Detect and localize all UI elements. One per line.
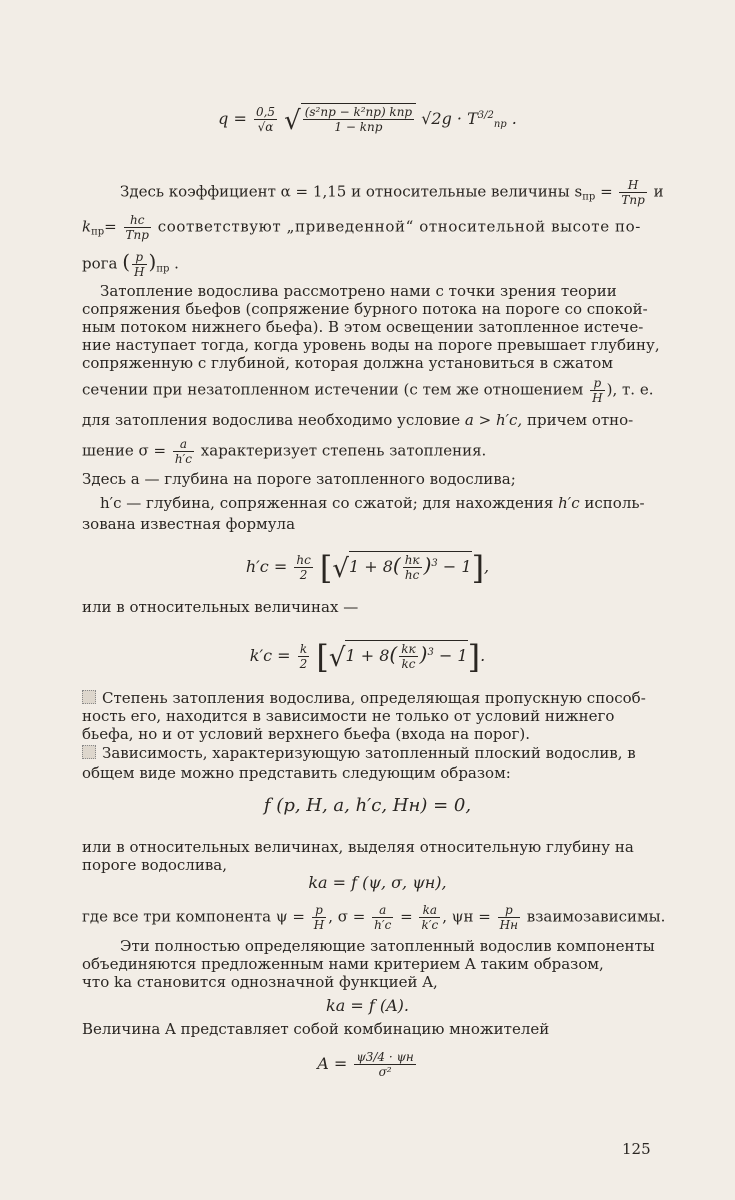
p1-l3-frac (132, 250, 146, 279)
p2-line4: ние наступает тогда, когда уровень воды на пороге превышает глубину, (82, 336, 660, 354)
p2-l8-b: характеризует степень затопления. (200, 441, 487, 460)
formula-hc-frac (294, 553, 312, 582)
p9-line3: что ka становится однозначной функцией A, (82, 973, 438, 991)
sqrt-sign: √ (284, 106, 301, 136)
formula-hc: h′c = $\frac{hc}{2}$ [√1 + 8( $\frac{hк}{hc}$ )$^3$ − 1], (245, 549, 490, 587)
p1-l1-text: Здесь коэффициент α = 1,15 и относительные величины s (120, 182, 583, 201)
formula-q-radicand-num: (s²пр − k²пр) kпр (304, 105, 413, 119)
p2-l8-frac (173, 437, 194, 466)
formula-kc-inner-fden: kc (401, 657, 416, 671)
p1-l2-eq: = (104, 217, 117, 236)
p4-line1: или в относительных величинах — (82, 598, 359, 616)
p8-e: взаимозависимы. (526, 907, 666, 926)
formula-hc-inner-fden: hc (404, 568, 420, 582)
p7-line1: или в относительных величинах, выделяя относительную глубину на (82, 838, 634, 856)
formula-kc-frac (298, 642, 310, 671)
formula-q-lhs: q = (218, 109, 247, 128)
p8-f4d: Hн (499, 918, 518, 932)
p8-f1d: H (313, 918, 325, 932)
p1-l1-sub: пр (582, 191, 596, 203)
formula-q-radicand-den: 1 − kпр (334, 120, 383, 134)
p2-l6-frac (590, 376, 604, 405)
p3-line1: Здесь a — глубина на пороге затопленного водослива; (82, 470, 516, 488)
p2-line1: Затопление водослива рассмотрено нами с точки зрения теории (100, 282, 617, 300)
p2-l8-fden: h′c (174, 452, 193, 466)
p1-l3-end: . (174, 254, 179, 273)
p9-line2: объединяются предложенным нами критерием A таким образом, (82, 955, 604, 973)
p2-l7-a: для затопления водослива необходимо условие (82, 411, 461, 429)
p8-b: , σ = (328, 907, 366, 926)
p1-l3-fnum: p (135, 250, 144, 264)
p2-l6-fden: H (592, 391, 603, 405)
p1-l3-text: рога (82, 254, 118, 273)
p8-c: = (400, 907, 413, 926)
formula-A-fden: σ² (378, 1065, 392, 1079)
p1-l1-fnum: H (627, 178, 639, 192)
p6-line2: общем виде можно представить следующим образом: (82, 764, 511, 782)
p8-f4n: p (504, 903, 513, 917)
p1-l3-sub: пр (156, 263, 170, 275)
page-number: 125 (622, 1140, 651, 1158)
p1-l1-end: и (653, 182, 664, 201)
p8-f2n: a (379, 903, 387, 917)
p1-l2-fden: Tпр (125, 228, 149, 242)
p2-line5: сопряженную с глубиной, которая должна установиться в сжатом (82, 354, 613, 372)
formula-kc-inner-b: − 1 (438, 646, 468, 665)
p1-line2 (82, 213, 652, 242)
p8-line1 (82, 903, 666, 932)
formula-hc-inner-b: − 1 (442, 557, 472, 576)
p5-line3: бьефа, но и от условий верхнего бьефа (входа на порог). (82, 725, 530, 743)
formula-kc-inner-a: 1 + 8 (345, 646, 390, 665)
formula-q-coef (254, 105, 277, 134)
formula-A (0, 1050, 735, 1079)
p3-l2-c: исполь- (584, 494, 645, 512)
p2-l6-a: сечении при незатопленном истечении (82, 380, 399, 399)
p8-f1n: p (315, 903, 323, 917)
formula-kc-end: . (480, 646, 486, 665)
p1-l2-fnum: hc (130, 213, 145, 227)
p3-line2 (100, 494, 670, 512)
p2-line2: сопряжения бьефов (сопряжение бурного потока на пороге со спокой- (82, 300, 648, 318)
formula-q-coef-num: 0,5 (255, 105, 276, 119)
p5-line1 (82, 689, 652, 707)
formula-q-tail: √2g · T (421, 109, 478, 128)
formula-kc-fden: 2 (299, 657, 308, 671)
p6-line1 (82, 744, 652, 762)
formula-kc: k′c = $\frac{k}{2}$ [√1 + 8( $\frac{kк}{kc}$ )$^3$ − 1]. (249, 638, 486, 676)
p2-l7-cond: a > h′c, (464, 411, 523, 429)
formula-kc-fnum: k (298, 642, 310, 657)
formula-ka: ka = f (ψ, σ, ψн), (308, 873, 447, 892)
p10-line1: Величина A представляет собой комбинацию множителей (82, 1020, 550, 1038)
p2-l7-b: причем отно- (527, 411, 634, 429)
p1-l3-fden: H (134, 265, 145, 279)
formula-ka-A: ka = f (A). (326, 996, 409, 1015)
p1-l1-frac (619, 178, 646, 207)
p3-l2-b: h′c (558, 494, 580, 512)
p1-l1-eq: = (600, 182, 613, 201)
formula-A-fnum: ψ3/4 · ψн (356, 1050, 414, 1064)
formula-q-tail-sub: пр (493, 119, 507, 130)
p2-l6-fnum: p (593, 376, 602, 390)
p8-f2d: h′c (374, 918, 392, 932)
p2-l6-c: ), т. е. (606, 380, 654, 399)
formula-q-radicand (301, 103, 416, 134)
margin-mark-icon (82, 690, 96, 704)
formula-hc-lhs: h′c = (245, 557, 288, 576)
p8-f3d: k′c (421, 918, 439, 932)
p8-a: где все три компонента ψ = (82, 907, 305, 926)
formula-A-lhs: A = (317, 1054, 348, 1073)
formula-hc-end: , (484, 557, 490, 576)
formula-kc-exp: 3 (427, 647, 434, 658)
formula-q (0, 103, 735, 134)
formula-hc-fnum: hc (296, 553, 311, 567)
formula-hc-fden: 2 (299, 568, 308, 582)
p2-line3: ным потоком нижнего бьефа). В этом освещении затопленное истече- (82, 318, 644, 336)
p1-line1 (120, 178, 664, 207)
p5-l1-text: Степень затопления водослива, определяющая пропускную способ- (102, 689, 646, 707)
p2-line6 (82, 376, 652, 405)
p1-l1-fden: Tпр (621, 193, 645, 207)
formula-q-tail-exp: 3/2 (477, 110, 494, 121)
formula-f: f (p, H, a, h′c, Hн) = 0, (263, 795, 472, 816)
formula-kc-lhs: k′c = (249, 646, 291, 665)
formula-hc-inner-a: 1 + 8 (348, 557, 393, 576)
p2-line8 (82, 437, 652, 466)
formula-q-end: . (511, 109, 517, 128)
p2-l8-fnum: a (179, 437, 187, 451)
p8-d: , ψн = (442, 907, 491, 926)
formula-hc-exp: 3 (431, 558, 438, 569)
p1-l2-sub: пр (91, 226, 105, 238)
p2-line7 (82, 411, 652, 429)
p9-line1: Эти полностью определяющие затопленный водослив компоненты (120, 937, 655, 955)
p8-f3n: ka (422, 903, 438, 917)
p2-l8-a: шение σ = (82, 441, 167, 460)
p3-l2-a: h′c — глубина, сопряженная со сжатой; для нахождения (100, 494, 554, 512)
p1-l2-k: k (82, 217, 92, 236)
p2-l6-b: (с тем же отношением (403, 380, 584, 399)
formula-q-coef-den: √α (257, 120, 274, 134)
p1-l2-frac (124, 213, 151, 242)
p6-l1-text: Зависимость, характеризующую затопленный плоский водослив, в (102, 744, 636, 762)
formula-hc-inner-fnum: hк (404, 553, 420, 567)
p7-line2: пороге водослива, (82, 856, 227, 874)
p3-line3: зована известная формула (82, 515, 296, 533)
p1-l2-text: соответствуют „приведенной“ относительной высоте по- (157, 217, 641, 236)
p5-line2: ность его, находится в зависимости не только от условий нижнего (82, 707, 615, 725)
formula-kc-inner-fnum: kк (401, 642, 416, 656)
p1-line3: рога ( $\frac{p}{H}$ )$_{пр}$ . (82, 249, 179, 279)
margin-mark-icon (82, 745, 96, 759)
